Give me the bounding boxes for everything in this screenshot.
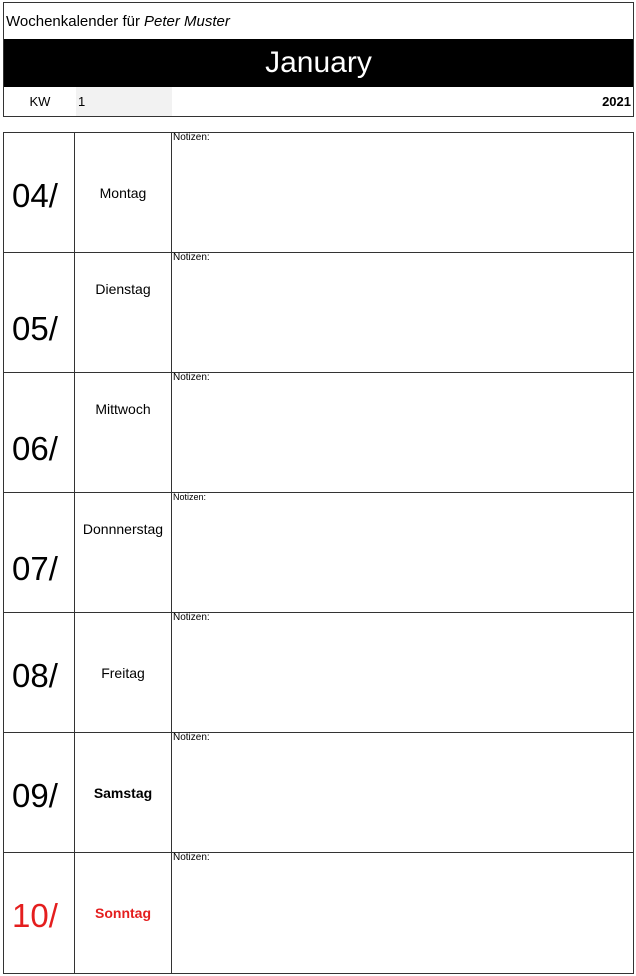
day-name: Montag (75, 133, 172, 252)
day-grid (3, 132, 634, 974)
week-number-row (4, 87, 633, 116)
day-date: 10/ (4, 853, 75, 973)
notes-label: Notizen: (173, 252, 210, 263)
day-date: 06/ (4, 373, 75, 492)
notes-label: Notizen: (173, 492, 207, 502)
day-date: 09/ (4, 733, 75, 852)
notes-area[interactable] (172, 133, 633, 252)
notes-area[interactable] (172, 373, 633, 492)
kw-value-field[interactable]: 1 (76, 87, 172, 116)
kw-label: KW (29, 94, 51, 109)
notes-label: Notizen: (173, 132, 210, 143)
day-name: Donnnerstag (75, 493, 172, 612)
calendar-header (3, 2, 634, 117)
day-row-tuesday (3, 253, 634, 373)
notes-label: Notizen: (173, 372, 210, 383)
notes-area[interactable] (172, 253, 633, 372)
day-row-saturday (3, 733, 634, 853)
notes-label: Notizen: (173, 732, 210, 743)
owner-name: Peter Muster (143, 12, 230, 30)
day-name: Sonntag (75, 853, 172, 973)
title-prefix: Wochenkalender für (6, 12, 140, 30)
day-row-thursday (3, 493, 634, 613)
year-label: 2021 (602, 94, 631, 109)
day-date: 05/ (4, 253, 75, 372)
day-name: Freitag (75, 613, 172, 732)
day-date: 04/ (4, 133, 75, 252)
day-date: 08/ (4, 613, 75, 732)
notes-area[interactable] (172, 853, 633, 973)
month-banner (4, 39, 633, 87)
notes-area[interactable] (172, 613, 633, 732)
kw-spacer (172, 87, 602, 116)
month-name: January (265, 46, 372, 79)
day-row-sunday (3, 853, 634, 974)
calendar-title (4, 3, 633, 39)
day-date: 07/ (4, 493, 75, 612)
day-row-wednesday (3, 373, 634, 493)
notes-area[interactable] (172, 493, 633, 612)
notes-area[interactable] (172, 733, 633, 852)
notes-label: Notizen: (173, 852, 210, 863)
day-row-monday (3, 133, 634, 253)
day-row-friday (3, 613, 634, 733)
notes-label: Notizen: (173, 612, 210, 623)
day-name: Mittwoch (75, 373, 172, 492)
day-name: Samstag (75, 733, 172, 852)
day-name: Dienstag (75, 253, 172, 372)
